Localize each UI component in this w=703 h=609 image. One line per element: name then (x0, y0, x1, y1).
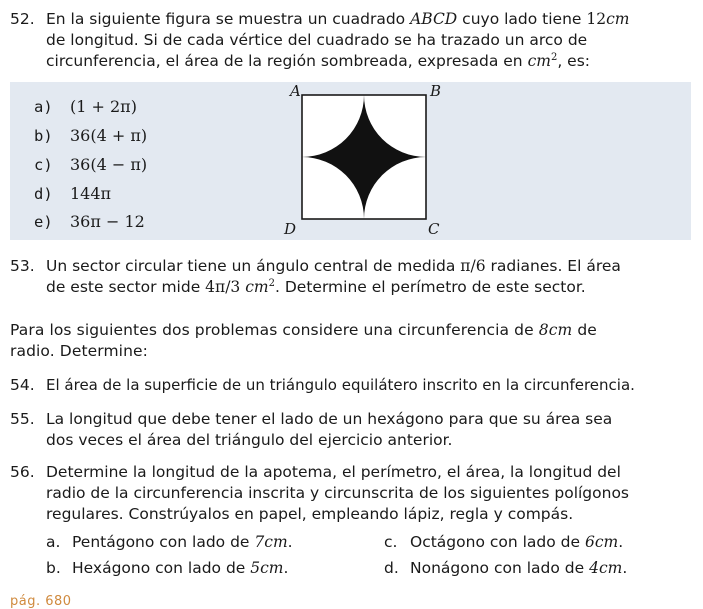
problem-56-line-1: Determine la longitud de la apotema, el perímetro, el área, la longitud del (46, 463, 621, 481)
problem-52-line-3: circunferencia, el área de la región sombreada, expresada en $cm^2$, es: (46, 51, 591, 70)
problem-56-item-a: a. Pentágono con lado de 7cm. (46, 533, 293, 551)
vertex-a-label: A (290, 84, 301, 100)
vertex-c-label: C (428, 220, 440, 238)
option-d: d) 144π (34, 184, 112, 203)
problem-54-statement: El área de la superficie de un triángulo equilátero inscrito en la circunferencia. (46, 376, 635, 394)
problem-52-number: 52. (10, 10, 35, 28)
square-arcs-figure (276, 84, 452, 240)
problem-53-statement (46, 256, 691, 298)
page-number: pág. 680 (10, 594, 72, 609)
problem-56-line-3: regulares. Constrúyalos en papel, empleando lápiz, regla y compás. (46, 505, 574, 523)
problem-55-number: 55. (10, 410, 35, 428)
problem-56-statement (46, 462, 691, 525)
problem-55-statement (46, 409, 691, 451)
problem-56-item-d: d. Nonágono con lado de 4cm. (384, 559, 628, 577)
problem-52-line-1: En la siguiente figura se muestra un cuadrado ABCD cuyo lado tiene 12cm (46, 10, 630, 28)
problem-53-line-2: de este sector mide 4π/3 $cm^2$. Determine el perímetro de este sector. (46, 277, 586, 296)
option-a: a) (1 + 2π) (34, 97, 137, 116)
vertex-b-label: B (430, 84, 442, 100)
problem-56-line-2: radio de la circunferencia inscrita y circunscrita de los siguientes polígonos (46, 484, 630, 502)
intro-line-2: radio. Determine: (10, 342, 148, 360)
problem-56-number: 56. (10, 463, 35, 481)
problem-55-line-1: La longitud que debe tener el lado de un hexágono para que su área sea (46, 410, 613, 428)
option-c: c) 36(4 − π) (34, 155, 148, 174)
problem-56-item-b: b. Hexágono con lado de 5cm. (46, 559, 289, 577)
intro-line-1: Para los siguientes dos problemas considere una circunferencia de 8cm de (10, 321, 597, 339)
problem-52-line-2: de longitud. Si de cada vértice del cuadrado se ha trazado un arco de (46, 31, 588, 49)
option-b: b) 36(4 + π) (34, 126, 148, 145)
problem-53-line-1: Un sector circular tiene un ángulo central de medida π/6 radianes. El área (46, 257, 621, 275)
problem-53-number: 53. (10, 257, 35, 275)
intro-paragraph (10, 320, 693, 362)
problem-54-number: 54. (10, 376, 35, 394)
option-e: e) 36π − 12 (34, 212, 145, 231)
problem-52-statement (46, 9, 691, 72)
problem-56-item-c: c. Octágono con lado de 6cm. (384, 533, 624, 551)
vertex-d-label: D (284, 220, 297, 238)
problem-55-line-2: dos veces el área del triángulo del ejercicio anterior. (46, 431, 453, 449)
